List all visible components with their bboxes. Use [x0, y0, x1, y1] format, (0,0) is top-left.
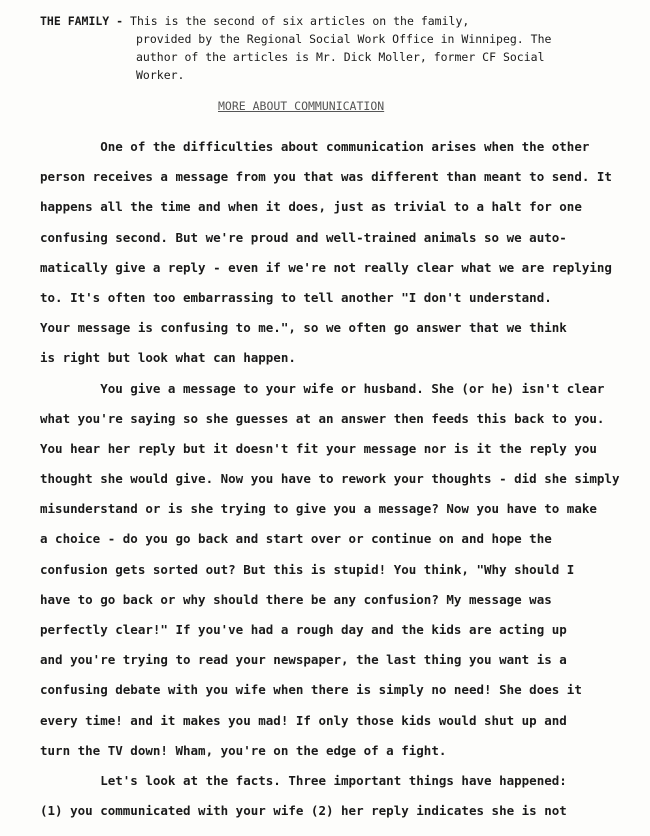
body-line: and you're trying to read your newspaper, the last thing you want is a: [40, 652, 567, 668]
header-line-2: provided by the Regional Social Work Office in Winnipeg. The: [136, 32, 552, 46]
article-body: [40, 132, 630, 826]
body-line: (1) you communicated with your wife (2) her reply indicates she is not: [40, 803, 567, 819]
body-line: turn the TV down! Wham, you're on the edge of a fight.: [40, 742, 447, 758]
header-line-3: author of the articles is Mr. Dick Moller, former CF Social: [136, 50, 545, 64]
article-title: MORE ABOUT COMMUNICATION: [218, 99, 385, 113]
body-line: person receives a message from you that was different than meant to send. It: [40, 169, 612, 185]
body-line: thought she would give. Now you have to rework your thoughts - did she simply: [40, 471, 620, 487]
header-line-1: This is the second of six articles on the family,: [130, 14, 470, 28]
body-line: a choice - do you go back and start over or continue on and hope the: [40, 531, 552, 547]
body-line: You give a message to your wife or husband. She (or he) isn't clear: [40, 380, 605, 396]
header-label: THE FAMILY -: [40, 14, 124, 28]
body-line: One of the difficulties about communication arises when the other: [40, 139, 590, 154]
body-line: have to go back or why should there be any confusion? My message was: [40, 591, 552, 607]
body-line: confusing debate with you wife when there is simply no need! She does it: [40, 682, 582, 698]
body-line: confusing second. But we're proud and well-trained animals so we auto-: [40, 229, 567, 245]
body-line: Your message is confusing to me.", so we often go answer that we think: [40, 320, 567, 336]
body-line: happens all the time and when it does, just as trivial to a halt for one: [40, 199, 582, 215]
body-line: confusion gets sorted out? But this is stupid! You think, "Why should I: [40, 561, 575, 577]
body-line: is right but look what can happen.: [40, 350, 296, 366]
body-line: what you're saying so she guesses at an answer then feeds this back to you.: [40, 410, 605, 426]
header-line-4: Worker.: [136, 68, 185, 82]
body-line: matically give a reply - even if we're not really clear what we are replying: [40, 259, 612, 275]
body-line: every time! and it makes you mad! If only those kids would shut up and: [40, 712, 567, 728]
body-line: to. It's often too embarrassing to tell another "I don't understand.: [40, 289, 552, 305]
body-line: Let's look at the facts. Three important things have happened:: [40, 772, 567, 788]
body-line: perfectly clear!" If you've had a rough day and the kids are acting up: [40, 622, 567, 637]
header-block: [40, 12, 551, 84]
body-line: misunderstand or is she trying to give you a message? Now you have to make: [40, 501, 597, 517]
body-line: You hear her reply but it doesn't fit your message nor is it the reply you: [40, 440, 597, 456]
